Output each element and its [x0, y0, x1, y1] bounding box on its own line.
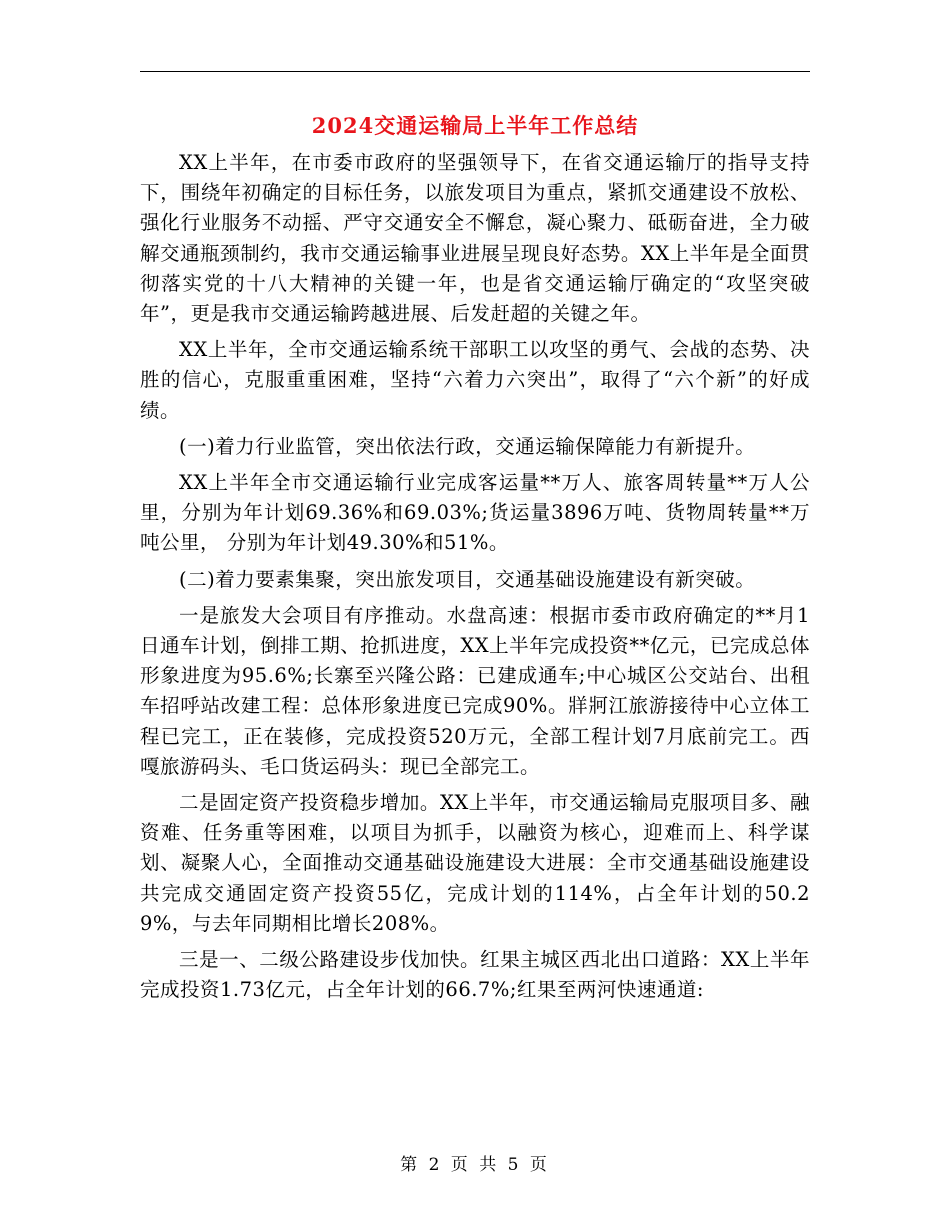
paragraph-tourism-projects: 一是旅发大会项目有序推动。水盘高速：根据市委市政府确定的**月1日通车计划，倒排工期、抢抓进度，XX上半年完成投资**亿元，已完成总体形象进度为95.6%;长寨至兴隆公路：已建成通车;中心城区公交站台、出租车招呼站改建工程：总体形象进度已完成90%。牂牁江旅游接待中心立体工程已完工，正在装修，完成投资520万元，全部工程计划7月底前完工。西嘎旅游码头、毛口货运码头：现已全部完工。	[140, 603, 810, 778]
paragraph-intro: XX上半年，在市委市政府的坚强领导下，在省交通运输厅的指导支持下，围绕年初确定的目标任务，以旅发项目为重点，紧抓交通建设不放松、强化行业服务不动摇、严守交通安全不懈怠，凝心聚力、砥砺奋进，全力破解交通瓶颈制约，我市交通运输事业进展呈现良好态势。XX上半年是全面贯彻落实党的十八大精神的关键一年，也是省交通运输厅确定的“攻坚突破年”，更是我市交通运输跨越进展、后发赶超的关键之年。	[140, 151, 810, 326]
document-title: 2024交通运输局上半年工作总结	[311, 113, 639, 138]
paragraph-achievements: XX上半年，全市交通运输系统干部职工以攻坚的勇气、会战的态势、决胜的信心，克服重重困难，坚持“六着力六突出”，取得了“六个新”的好成绩。	[140, 338, 810, 422]
section-heading-1: (一)着力行业监管，突出依法行政，交通运输保障能力有新提升。	[179, 434, 756, 458]
header-rule	[140, 71, 810, 72]
section-heading-2: (二)着力要素集聚，突出旅发项目，交通基础设施建设有新突破。	[179, 567, 756, 591]
page-number-footer: 第 2 页 共 5 页	[400, 1155, 550, 1175]
document-body	[140, 148, 810, 1005]
paragraph-highway-construction: 三是一、二级公路建设步伐加快。红果主城区西北出口道路：XX上半年完成投资1.73亿元，占全年计划的66.7%;红果至两河快速通道:	[140, 948, 810, 1002]
paragraph-transport-volume: XX上半年全市交通运输行业完成客运量**万人、旅客周转量**万人公里，分别为年计划69.36%和69.03%;货运量3896万吨、货物周转量**万吨公里， 分别为年计划49.30%和51%。	[140, 471, 810, 555]
paragraph-fixed-investment: 二是固定资产投资稳步增加。XX上半年，市交通运输局克服项目多、融资难、任务重等困难，以项目为抓手，以融资为核心，迎难而上、科学谋划、凝聚人心，全面推动交通基础设施建设大进展：全市交通基础设施建设共完成交通固定资产投资55亿，完成计划的114%，占全年计划的50.29%，与去年同期相比增长208%。	[140, 791, 810, 935]
